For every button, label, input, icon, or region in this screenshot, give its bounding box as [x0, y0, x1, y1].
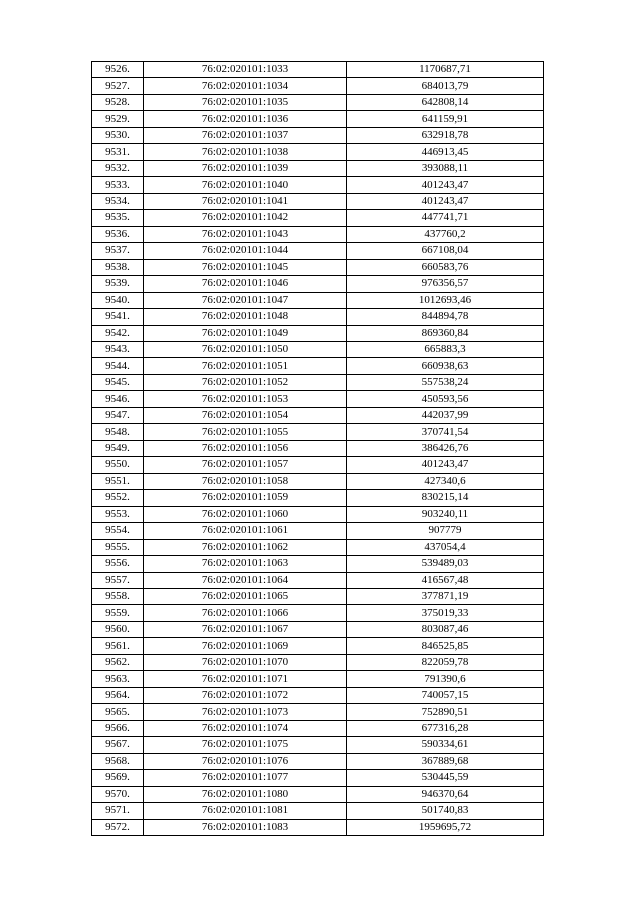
row-number-cell: 9555.	[92, 539, 144, 555]
table-row	[92, 111, 544, 127]
row-number-cell: 9557.	[92, 572, 144, 588]
cadastral-number-cell: 76:02:020101:1042	[144, 210, 347, 226]
table-row	[92, 243, 544, 259]
cadastral-number-cell: 76:02:020101:1072	[144, 687, 347, 703]
table-row	[92, 506, 544, 522]
table-body	[92, 62, 544, 836]
cadastral-value-cell: 1959695,72	[347, 819, 544, 835]
cadastral-number-cell: 76:02:020101:1060	[144, 506, 347, 522]
cadastral-number-cell: 76:02:020101:1043	[144, 226, 347, 242]
cadastral-number-cell: 76:02:020101:1049	[144, 325, 347, 341]
row-number-cell: 9561.	[92, 638, 144, 654]
row-number-cell: 9565.	[92, 704, 144, 720]
row-number-cell: 9542.	[92, 325, 144, 341]
cadastral-value-cell: 370741,54	[347, 424, 544, 440]
cadastral-value-cell: 946370,64	[347, 786, 544, 802]
row-number-cell: 9572.	[92, 819, 144, 835]
cadastral-value-cell: 401243,47	[347, 457, 544, 473]
table-row	[92, 671, 544, 687]
table-row	[92, 160, 544, 176]
table-row	[92, 737, 544, 753]
cadastral-number-cell: 76:02:020101:1044	[144, 243, 347, 259]
cadastral-value-cell: 401243,47	[347, 193, 544, 209]
cadastral-number-cell: 76:02:020101:1050	[144, 341, 347, 357]
cadastral-number-cell: 76:02:020101:1069	[144, 638, 347, 654]
cadastral-value-cell: 907779	[347, 523, 544, 539]
table-row	[92, 490, 544, 506]
row-number-cell: 9563.	[92, 671, 144, 687]
table-row	[92, 358, 544, 374]
cadastral-value-cell: 416567,48	[347, 572, 544, 588]
table-row	[92, 523, 544, 539]
cadastral-value-cell: 501740,83	[347, 803, 544, 819]
row-number-cell: 9567.	[92, 737, 144, 753]
row-number-cell: 9544.	[92, 358, 144, 374]
cadastral-value-cell: 442037,99	[347, 407, 544, 423]
row-number-cell: 9533.	[92, 177, 144, 193]
table-row	[92, 753, 544, 769]
cadastral-value-cell: 677316,28	[347, 720, 544, 736]
table-row	[92, 457, 544, 473]
row-number-cell: 9559.	[92, 605, 144, 621]
cadastral-number-cell: 76:02:020101:1061	[144, 523, 347, 539]
table-row	[92, 621, 544, 637]
cadastral-value-cell: 684013,79	[347, 78, 544, 94]
cadastral-value-cell: 830215,14	[347, 490, 544, 506]
cadastral-value-cell: 641159,91	[347, 111, 544, 127]
cadastral-value-cell: 660938,63	[347, 358, 544, 374]
table-row	[92, 803, 544, 819]
table-row	[92, 654, 544, 670]
table-row	[92, 770, 544, 786]
cadastral-value-cell: 667108,04	[347, 243, 544, 259]
row-number-cell: 9566.	[92, 720, 144, 736]
cadastral-value-cell: 846525,85	[347, 638, 544, 654]
cadastral-number-cell: 76:02:020101:1035	[144, 94, 347, 110]
row-number-cell: 9546.	[92, 391, 144, 407]
cadastral-number-cell: 76:02:020101:1034	[144, 78, 347, 94]
table-row	[92, 226, 544, 242]
cadastral-number-cell: 76:02:020101:1063	[144, 556, 347, 572]
cadastral-value-cell: 803087,46	[347, 621, 544, 637]
row-number-cell: 9547.	[92, 407, 144, 423]
row-number-cell: 9531.	[92, 144, 144, 160]
table-row	[92, 78, 544, 94]
cadastral-number-cell: 76:02:020101:1041	[144, 193, 347, 209]
table-row	[92, 407, 544, 423]
cadastral-value-cell: 539489,03	[347, 556, 544, 572]
cadastral-number-cell: 76:02:020101:1054	[144, 407, 347, 423]
row-number-cell: 9530.	[92, 127, 144, 143]
cadastral-number-cell: 76:02:020101:1077	[144, 770, 347, 786]
table-row	[92, 687, 544, 703]
row-number-cell: 9564.	[92, 687, 144, 703]
table-row	[92, 309, 544, 325]
row-number-cell: 9556.	[92, 556, 144, 572]
row-number-cell: 9539.	[92, 276, 144, 292]
cadastral-number-cell: 76:02:020101:1052	[144, 374, 347, 390]
cadastral-value-cell: 427340,6	[347, 473, 544, 489]
row-number-cell: 9537.	[92, 243, 144, 259]
cadastral-value-cell: 557538,24	[347, 374, 544, 390]
cadastral-value-cell: 375019,33	[347, 605, 544, 621]
cadastral-value-cell: 437760,2	[347, 226, 544, 242]
row-number-cell: 9562.	[92, 654, 144, 670]
cadastral-number-cell: 76:02:020101:1056	[144, 440, 347, 456]
cadastral-number-cell: 76:02:020101:1076	[144, 753, 347, 769]
table-row	[92, 638, 544, 654]
table-row	[92, 391, 544, 407]
row-number-cell: 9558.	[92, 589, 144, 605]
row-number-cell: 9532.	[92, 160, 144, 176]
table-row	[92, 94, 544, 110]
cadastral-number-cell: 76:02:020101:1036	[144, 111, 347, 127]
table-row	[92, 556, 544, 572]
cadastral-value-cell: 791390,6	[347, 671, 544, 687]
cadastral-value-cell: 976356,57	[347, 276, 544, 292]
table-row	[92, 276, 544, 292]
row-number-cell: 9548.	[92, 424, 144, 440]
cadastral-number-cell: 76:02:020101:1066	[144, 605, 347, 621]
cadastral-number-cell: 76:02:020101:1039	[144, 160, 347, 176]
table-row	[92, 440, 544, 456]
cadastral-number-cell: 76:02:020101:1033	[144, 62, 347, 78]
table-row	[92, 720, 544, 736]
row-number-cell: 9528.	[92, 94, 144, 110]
table-row	[92, 424, 544, 440]
row-number-cell: 9529.	[92, 111, 144, 127]
cadastral-number-cell: 76:02:020101:1048	[144, 309, 347, 325]
cadastral-value-cell: 590334,61	[347, 737, 544, 753]
cadastral-number-cell: 76:02:020101:1071	[144, 671, 347, 687]
row-number-cell: 9569.	[92, 770, 144, 786]
cadastral-value-cell: 822059,78	[347, 654, 544, 670]
cadastral-value-cell: 660583,76	[347, 259, 544, 275]
table-row	[92, 210, 544, 226]
table-row	[92, 177, 544, 193]
table-row	[92, 572, 544, 588]
cadastral-number-cell: 76:02:020101:1075	[144, 737, 347, 753]
table-row	[92, 819, 544, 835]
cadastral-number-cell: 76:02:020101:1083	[144, 819, 347, 835]
row-number-cell: 9554.	[92, 523, 144, 539]
cadastral-number-cell: 76:02:020101:1070	[144, 654, 347, 670]
table-row	[92, 605, 544, 621]
row-number-cell: 9545.	[92, 374, 144, 390]
row-number-cell: 9553.	[92, 506, 144, 522]
cadastral-number-cell: 76:02:020101:1038	[144, 144, 347, 160]
cadastral-number-cell: 76:02:020101:1067	[144, 621, 347, 637]
row-number-cell: 9527.	[92, 78, 144, 94]
row-number-cell: 9560.	[92, 621, 144, 637]
cadastral-number-cell: 76:02:020101:1047	[144, 292, 347, 308]
cadastral-number-cell: 76:02:020101:1051	[144, 358, 347, 374]
cadastral-value-cell: 632918,78	[347, 127, 544, 143]
row-number-cell: 9570.	[92, 786, 144, 802]
cadastral-number-cell: 76:02:020101:1059	[144, 490, 347, 506]
row-number-cell: 9540.	[92, 292, 144, 308]
table-row	[92, 539, 544, 555]
table-row	[92, 704, 544, 720]
cadastral-value-cell: 869360,84	[347, 325, 544, 341]
table-row	[92, 144, 544, 160]
cadastral-value-cell: 447741,71	[347, 210, 544, 226]
cadastral-value-cell: 844894,78	[347, 309, 544, 325]
cadastral-number-cell: 76:02:020101:1045	[144, 259, 347, 275]
cadastral-number-cell: 76:02:020101:1037	[144, 127, 347, 143]
cadastral-value-cell: 665883,3	[347, 341, 544, 357]
row-number-cell: 9541.	[92, 309, 144, 325]
cadastral-value-cell: 1170687,71	[347, 62, 544, 78]
cadastral-number-cell: 76:02:020101:1058	[144, 473, 347, 489]
cadastral-value-cell: 437054,4	[347, 539, 544, 555]
row-number-cell: 9526.	[92, 62, 144, 78]
row-number-cell: 9568.	[92, 753, 144, 769]
cadastral-value-cell: 401243,47	[347, 177, 544, 193]
table-row	[92, 62, 544, 78]
cadastral-value-table	[91, 61, 544, 836]
cadastral-number-cell: 76:02:020101:1074	[144, 720, 347, 736]
cadastral-value-cell: 903240,11	[347, 506, 544, 522]
row-number-cell: 9543.	[92, 341, 144, 357]
table-row	[92, 292, 544, 308]
table-row	[92, 473, 544, 489]
cadastral-value-cell: 642808,14	[347, 94, 544, 110]
row-number-cell: 9536.	[92, 226, 144, 242]
cadastral-value-cell: 740057,15	[347, 687, 544, 703]
cadastral-value-cell: 446913,45	[347, 144, 544, 160]
cadastral-value-cell: 393088,11	[347, 160, 544, 176]
table-row	[92, 193, 544, 209]
row-number-cell: 9571.	[92, 803, 144, 819]
row-number-cell: 9550.	[92, 457, 144, 473]
cadastral-number-cell: 76:02:020101:1065	[144, 589, 347, 605]
table-row	[92, 325, 544, 341]
table-row	[92, 127, 544, 143]
cadastral-number-cell: 76:02:020101:1055	[144, 424, 347, 440]
table-row	[92, 259, 544, 275]
cadastral-value-cell: 386426,76	[347, 440, 544, 456]
row-number-cell: 9551.	[92, 473, 144, 489]
cadastral-number-cell: 76:02:020101:1064	[144, 572, 347, 588]
table-row	[92, 589, 544, 605]
cadastral-value-cell: 1012693,46	[347, 292, 544, 308]
cadastral-value-cell: 450593,56	[347, 391, 544, 407]
row-number-cell: 9549.	[92, 440, 144, 456]
cadastral-number-cell: 76:02:020101:1046	[144, 276, 347, 292]
cadastral-value-cell: 377871,19	[347, 589, 544, 605]
cadastral-value-cell: 530445,59	[347, 770, 544, 786]
table-row	[92, 786, 544, 802]
cadastral-number-cell: 76:02:020101:1053	[144, 391, 347, 407]
cadastral-number-cell: 76:02:020101:1040	[144, 177, 347, 193]
table-row	[92, 341, 544, 357]
cadastral-number-cell: 76:02:020101:1057	[144, 457, 347, 473]
cadastral-number-cell: 76:02:020101:1073	[144, 704, 347, 720]
row-number-cell: 9552.	[92, 490, 144, 506]
row-number-cell: 9535.	[92, 210, 144, 226]
cadastral-number-cell: 76:02:020101:1062	[144, 539, 347, 555]
cadastral-number-cell: 76:02:020101:1081	[144, 803, 347, 819]
row-number-cell: 9538.	[92, 259, 144, 275]
cadastral-number-cell: 76:02:020101:1080	[144, 786, 347, 802]
cadastral-value-cell: 367889,68	[347, 753, 544, 769]
table-row	[92, 374, 544, 390]
row-number-cell: 9534.	[92, 193, 144, 209]
cadastral-value-cell: 752890,51	[347, 704, 544, 720]
